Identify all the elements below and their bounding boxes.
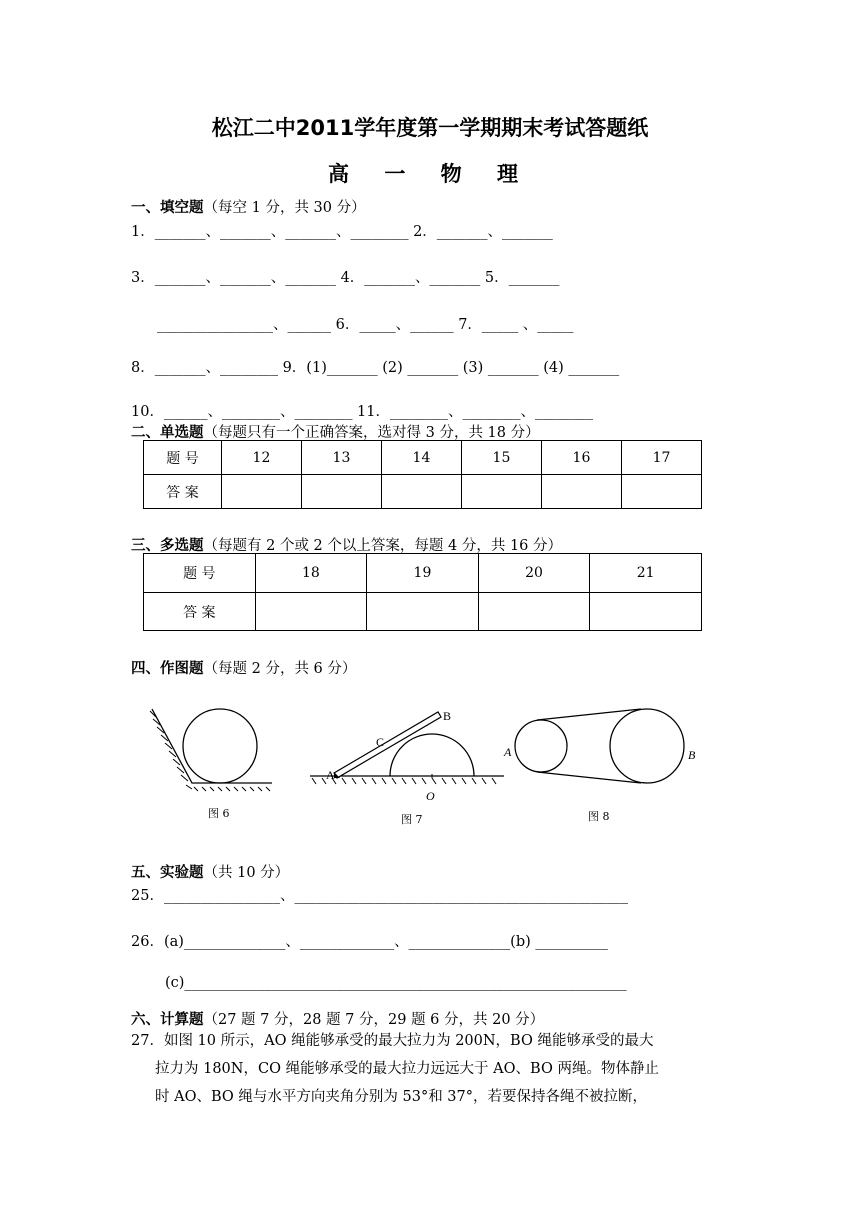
answer-line-4[interactable]: 8．_______、________ 9．(1)_______ (2) _______ (3) _______ (4) _______ <box>131 360 620 376</box>
section-head: 五、实验题 <box>131 865 204 881</box>
section-head: 二、单选题 <box>131 425 204 441</box>
section-head: 一、填空题 <box>131 200 204 216</box>
answer-line-26c[interactable]: (c)_____________________________________________________________ <box>165 975 627 991</box>
question-number: 18 <box>255 554 367 593</box>
multi-choice-table <box>143 553 702 631</box>
section-head: 四、作图题 <box>131 661 204 677</box>
figure-7-caption: 图 7 <box>401 813 423 826</box>
hatch-marks <box>312 778 496 784</box>
question-number: 21 <box>590 554 702 593</box>
section-fill-in <box>131 196 366 217</box>
section-note: （每题有 2 个或 2 个以上答案，每题 4 分，共 16 分） <box>203 538 562 554</box>
answer-line-3[interactable]: ________________、______ 6．_____、______ 7．_____ 、_____ <box>157 317 574 333</box>
section-experiment <box>131 861 289 882</box>
label-a: A <box>504 745 512 759</box>
answer-cell[interactable] <box>541 475 621 509</box>
question-number: 13 <box>301 441 381 475</box>
answer-cell[interactable] <box>221 475 301 509</box>
figure-6-caption: 图 6 <box>208 807 230 820</box>
question-number: 20 <box>478 554 590 593</box>
answer-cell[interactable] <box>381 475 461 509</box>
label-b: B <box>443 709 452 723</box>
answer-cell[interactable] <box>367 593 479 631</box>
answer-cell[interactable] <box>478 593 590 631</box>
answer-cell[interactable] <box>590 593 702 631</box>
incline-wall <box>152 709 272 783</box>
question-27-line-3: 时 AO、BO 绳与水平方向夹角分别为 53°和 37°，若要保持各绳不被拉断， <box>155 1089 648 1105</box>
question-number: 12 <box>221 441 301 475</box>
page-title: 松江二中2011学年度第一学期期末考试答题纸 <box>211 116 649 140</box>
section-calculation <box>131 1008 544 1029</box>
section-drawing <box>131 657 356 678</box>
figure-8-caption: 图 8 <box>588 810 610 823</box>
section-multi-choice <box>131 534 562 555</box>
section-note: （27 题 7 分，28 题 7 分，29 题 6 分，共 20 分） <box>203 1012 545 1028</box>
answer-line-2[interactable]: 3．_______、_______、_______ 4．_______、_______ 5．_______ <box>131 270 560 286</box>
section-note: （每空 1 分，共 30 分） <box>203 200 366 216</box>
question-number: 14 <box>381 441 461 475</box>
table-answer-label: 答 案 <box>144 593 256 631</box>
figure-8-drawing[interactable] <box>500 708 710 788</box>
answer-cell[interactable] <box>255 593 367 631</box>
table-header-label: 题 号 <box>144 554 256 593</box>
section-note: （共 10 分） <box>203 865 290 881</box>
belt-bottom <box>537 772 641 783</box>
label-c: C <box>376 735 385 749</box>
answer-cell[interactable] <box>301 475 381 509</box>
ball-circle <box>183 709 257 783</box>
single-choice-table <box>143 440 702 509</box>
figure-7-drawing[interactable] <box>308 708 508 800</box>
question-number: 15 <box>461 441 541 475</box>
answer-cell[interactable] <box>461 475 541 509</box>
small-pulley <box>515 720 567 772</box>
hatch-marks <box>150 711 270 791</box>
label-o: O <box>426 789 435 800</box>
label-b: B <box>688 748 696 762</box>
rod <box>334 712 441 778</box>
answer-line-26[interactable]: 26．(a)______________、_____________、______________(b) __________ <box>131 934 608 950</box>
table-header-label: 题 号 <box>144 441 222 475</box>
section-note: （每题 2 分，共 6 分） <box>203 661 357 677</box>
label-a: A <box>326 768 335 782</box>
question-27-line-1: 27．如图 10 所示，AO 绳能够承受的最大拉力为 200N，BO 绳能够承受的最大 <box>131 1033 654 1049</box>
question-number: 19 <box>367 554 479 593</box>
section-head: 六、计算题 <box>131 1012 204 1028</box>
answer-cell[interactable] <box>621 475 701 509</box>
semicircle <box>390 734 474 776</box>
section-head: 三、多选题 <box>131 538 204 554</box>
section-single-choice <box>131 421 540 442</box>
figure-6-drawing[interactable] <box>148 705 276 797</box>
large-pulley <box>610 709 684 783</box>
answer-line-25[interactable]: 25．________________、______________________________________________ <box>131 888 628 904</box>
question-number: 17 <box>621 441 701 475</box>
answer-line-1[interactable]: 1．_______、_______、_______、________ 2．_______、_______ <box>131 224 553 240</box>
table-answer-label: 答 案 <box>144 475 222 509</box>
answer-line-5[interactable]: 10．______、________、________ 11．________、________、________ <box>131 404 594 420</box>
section-note: （每题只有一个正确答案，选对得 3 分，共 18 分） <box>203 425 540 441</box>
question-27-line-2: 拉力为 180N，CO 绳能够承受的最大拉力远远大于 AO、BO 两绳。物体静止 <box>155 1061 659 1077</box>
page-subtitle: 高 一 物 理 <box>328 162 532 186</box>
question-number: 16 <box>541 441 621 475</box>
belt-top <box>537 709 641 720</box>
